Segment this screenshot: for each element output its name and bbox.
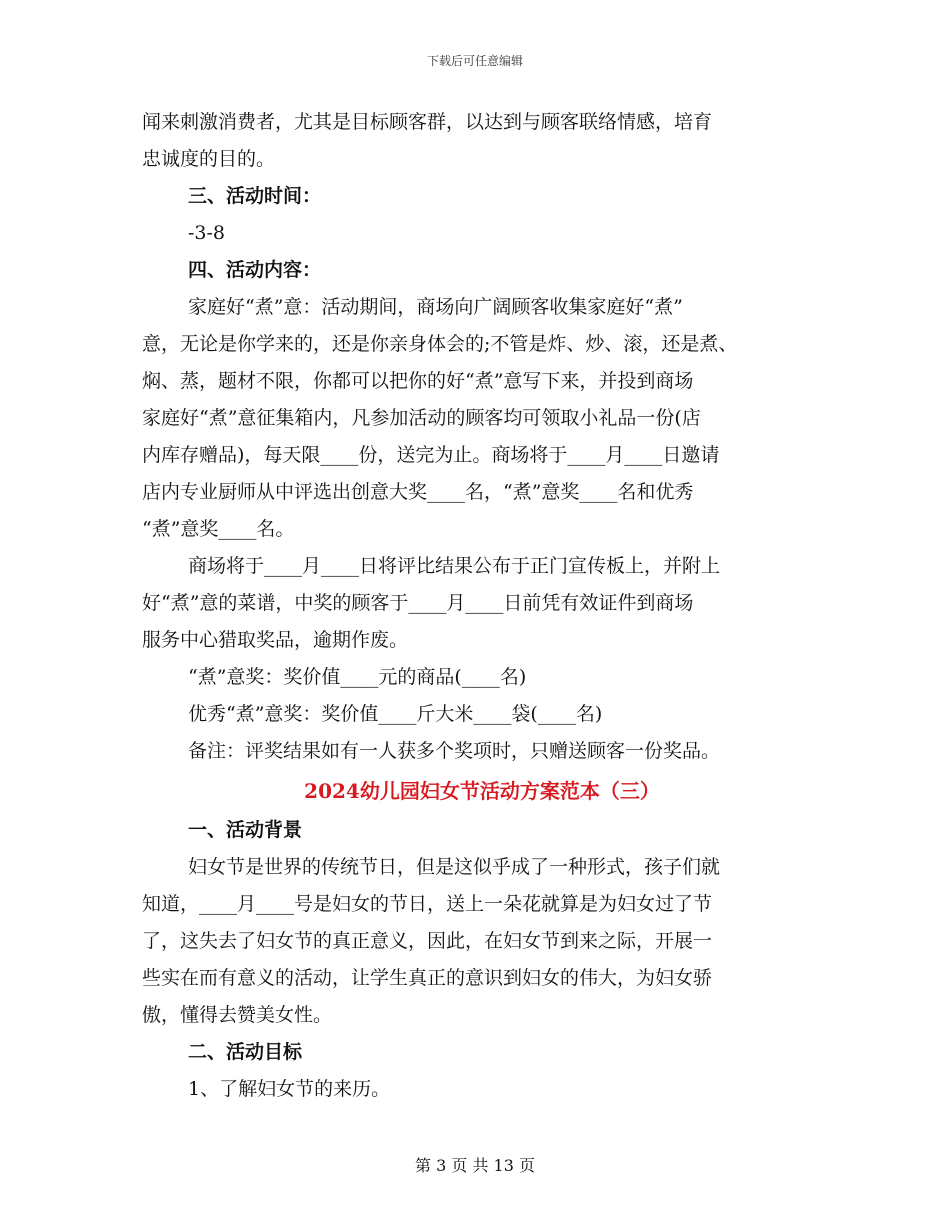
paragraph-line: 服务中心猎取奖品，逾期作废。 — [142, 629, 409, 651]
page-header: 下载后可任意编辑 — [426, 54, 523, 68]
heading-goals: 二、活动目标 — [188, 1041, 303, 1063]
paragraph-line: 焖、蒸，题材不限，你都可以把你的好“煮”意写下来，并投到商场 — [142, 370, 694, 392]
heading-background: 一、活动背景 — [188, 819, 303, 841]
paragraph-line: 了，这失去了妇女节的真正意义，因此，在妇女节到来之际，开展一 — [142, 930, 713, 952]
goal-item: 1、了解妇女节的来历。 — [188, 1078, 391, 1100]
document-body — [142, 104, 822, 1108]
paragraph-line: 家庭好“煮”意：活动期间，商场向广阔顾客收集家庭好“煮” — [188, 296, 683, 318]
prize-line: “煮”意奖：奖价值____元的商品(____名) — [188, 666, 527, 688]
heading-activity-time: 三、活动时间： — [188, 185, 322, 207]
paragraph-line: 些实在而有意义的活动，让学生真正的意识到妇女的伟大，为妇女骄 — [142, 967, 713, 989]
page-footer: 第 3 页 共 13 页 — [415, 1156, 535, 1175]
paragraph-line: 妇女节是世界的传统节日，但是这似乎成了一种形式，孩子们就 — [188, 856, 721, 878]
note-line: 备注：评奖结果如有一人获多个奖项时，只赠送顾客一份奖品。 — [188, 740, 721, 762]
paragraph-line: “煮”意奖____名。 — [142, 518, 295, 540]
paragraph-line: 店内专业厨师从中评选出创意大奖____名，“煮”意奖____名和优秀 — [142, 481, 694, 503]
paragraph-line: 内库存赠品)，每天限____份，送完为止。商场将于____月____日邀请 — [142, 444, 720, 466]
activity-date: -3-8 — [188, 222, 226, 244]
paragraph-line: 商场将于____月____日将评比结果公布于正门宣传板上，并附上 — [188, 555, 721, 577]
section-title: 2024幼儿园妇女节活动方案范本（三） — [304, 779, 660, 803]
paragraph-line: 意，无论是你学来的，还是你亲身体会的;不管是炸、炒、滚，还是煮、 — [142, 333, 738, 355]
paragraph-line: 忠诚度的目的。 — [142, 148, 276, 170]
paragraph-line: 家庭好“煮”意征集箱内，凡参加活动的顾客均可领取小礼品一份(店 — [142, 407, 701, 429]
paragraph-line: 傲，懂得去赞美女性。 — [142, 1004, 333, 1026]
heading-activity-content: 四、活动内容： — [188, 259, 322, 281]
paragraph-line: 知道，____月____号是妇女的节日，送上一朵花就算是为妇女过了节 — [142, 893, 713, 915]
paragraph-line: 闻来刺激消费者，尤其是目标顾客群，以达到与顾客联络情感，培育 — [142, 111, 713, 133]
prize-line: 优秀“煮”意奖：奖价值____斤大米____袋(____名) — [188, 703, 603, 725]
paragraph-line: 好“煮”意的菜谱，中奖的顾客于____月____日前凭有效证件到商场 — [142, 592, 694, 614]
